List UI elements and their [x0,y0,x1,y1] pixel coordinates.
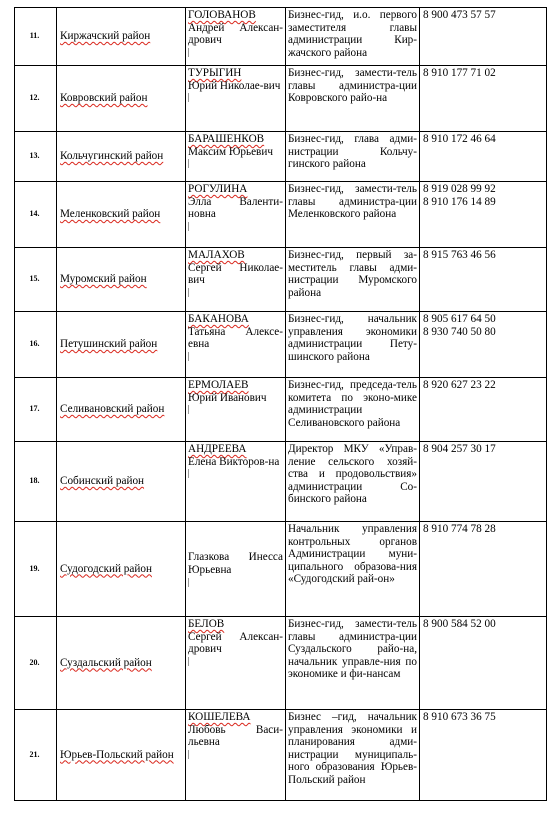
district-label: Юрьев-Польский район [60,748,174,761]
person-given-name: Сергей Николае-вич [188,261,283,287]
district-name [57,312,186,378]
person-name [186,182,286,248]
cursor-mark-icon [188,222,191,231]
person-name [186,248,286,312]
cursor-mark-icon [188,578,191,587]
row-number: 12. [15,66,57,132]
district-name [57,617,186,710]
table-body [15,8,547,801]
table-row [15,442,547,522]
row-number: 19. [15,522,57,617]
person-given-name: Сергей Алексан-дрович [188,630,283,656]
phone-numbers [420,132,547,182]
district-label: Киржачский район [60,30,151,43]
table-row [15,182,547,248]
cursor-mark-icon [188,657,191,666]
person-name [186,710,286,801]
row-number: 18. [15,442,57,522]
cursor-mark-icon [188,288,191,297]
phone-number: 8 910 774 78 28 [423,523,496,535]
phone-numbers [420,617,547,710]
person-given-name: Андрей Алексан-дрович [188,21,283,47]
row-number: 13. [15,132,57,182]
person-given-name: Татьяна Алексе-евна [188,325,283,351]
position-title: Бизнес –гид, начальник управления экономики и планирования адми-нистрации муниципаль-ного образования Юрьев-Польский район [286,710,420,801]
person-surname: ТУРЫГИН [188,67,242,79]
cursor-mark-icon [188,48,191,57]
district-label: Петушинский район [60,338,158,351]
phone-number: 8 910 176 14 89 [423,195,496,208]
person-surname: БАРАШЕНКОВ [188,133,265,145]
position-title: Бизнес-гид, глава адми-нистрации Кольчу-гинского района [286,132,420,182]
person-given-name: Элла Валенти-новна [188,195,283,221]
table-row [15,132,547,182]
phone-numbers [420,66,547,132]
person-given-name: Юрий Николае-вич [188,79,281,92]
phone-number: 8 910 673 36 75 [423,711,496,723]
contacts-table [14,7,547,801]
cursor-mark-icon [188,750,191,759]
position-title: Директор МКУ «Управ-ление сельского хозяй-ства и продовольствия» администрации Со-бинского района [286,442,420,522]
cursor-mark-icon [188,159,191,168]
phone-number: 8 905 617 64 50 [423,313,496,325]
district-name [57,66,186,132]
row-number: 14. [15,182,57,248]
district-name [57,182,186,248]
person-name [186,617,286,710]
phone-numbers [420,312,547,378]
table-row [15,8,547,66]
row-number: 17. [15,378,57,442]
person-given-name: Елена Викторов-на [188,455,280,468]
district-name [57,132,186,182]
cursor-mark-icon [188,352,191,361]
person-name [186,442,286,522]
position-title: Бизнес-гид, председа-тель комитета по эконо-мике администрации Селивановского района [286,378,420,442]
person-given-name: Юрий Иванович [188,391,267,404]
person-given-name: Глазкова Инесса Юрьевна [188,551,283,576]
district-name [57,442,186,522]
table-row [15,312,547,378]
cursor-mark-icon [188,405,191,414]
position-title: Бизнес-гид, первый за-меститель главы адми-нистрации Муромского района [286,248,420,312]
position-title: Бизнес-гид, замести-тель главы администра-ции Меленковского района [286,182,420,248]
person-name [186,66,286,132]
row-number: 11. [15,8,57,66]
table-row [15,248,547,312]
phone-numbers [420,8,547,66]
district-label: Судогодский район [60,562,152,575]
person-surname: ГОЛОВАНОВ [188,9,256,21]
row-number: 15. [15,248,57,312]
phone-numbers [420,522,547,617]
district-label: Меленковский район [60,208,161,221]
phone-number: 8 910 177 71 02 [423,67,496,79]
position-title: Начальник управления контрольных органов Администрации муни-ципального образова-ния «Судогодский рай-он» [286,522,420,617]
position-title: Бизнес-гид, замести-тель главы администра-ции Ковровского райо-на [286,66,420,132]
phone-numbers [420,442,547,522]
row-number: 16. [15,312,57,378]
district-label: Муромский район [60,273,147,286]
person-surname: РОГУЛИНА [188,183,248,195]
district-name [57,710,186,801]
table-row [15,378,547,442]
person-surname: ЕРМОЛАЕВ [188,379,249,391]
person-surname: БАКАНОВА [188,313,249,325]
phone-numbers [420,710,547,801]
district-name [57,522,186,617]
position-title: Бизнес-гид, и.о. первого заместителя главы администрации Кир-жачского района [286,8,420,66]
person-surname: БЕЛОВ [188,618,225,630]
position-title: Бизнес-гид, замести-тель главы администра-ции Суздальского райо-на, начальник управле-ния по экономике и фи-нансам [286,617,420,710]
cursor-mark-icon [188,93,191,102]
person-name [186,132,286,182]
person-name [186,312,286,378]
table-row [15,710,547,801]
position-title: Бизнес-гид, начальник управления экономики администрации Пету-шинского района [286,312,420,378]
phone-number: 8 919 028 99 92 [423,183,496,195]
cursor-mark-icon [188,469,191,478]
phone-numbers [420,378,547,442]
district-label: Ковровский район [60,92,148,105]
phone-number: 8 915 763 46 56 [423,249,496,261]
phone-number: 8 900 473 57 57 [423,9,496,21]
district-label: Кольчугинский район [60,150,164,163]
person-given-name: Любовь Васи-льевна [188,723,283,749]
person-surname: АНДРЕЕВА [188,443,247,455]
phone-numbers [420,182,547,248]
phone-number: 8 920 627 23 22 [423,379,496,391]
table-row [15,522,547,617]
person-given-name: Максим Юрьевич [188,145,273,158]
phone-numbers [420,248,547,312]
district-name [57,8,186,66]
row-number: 20. [15,617,57,710]
phone-number: 8 930 740 50 80 [423,325,496,338]
phone-number: 8 904 257 30 17 [423,443,496,455]
phone-number: 8 910 172 46 64 [423,133,496,145]
person-name [186,522,286,617]
person-surname: КОШЕЛЕВА [188,711,251,723]
table-row [15,66,547,132]
row-number: 21. [15,710,57,801]
phone-number: 8 900 584 52 00 [423,618,496,630]
district-label: Селивановский район [60,403,165,416]
district-name [57,378,186,442]
person-name [186,8,286,66]
district-label: Суздальский район [60,656,152,669]
table-row [15,617,547,710]
person-surname: МАЛАХОВ [188,249,245,261]
person-name [186,378,286,442]
district-name [57,248,186,312]
district-label: Собинский район [60,475,145,488]
